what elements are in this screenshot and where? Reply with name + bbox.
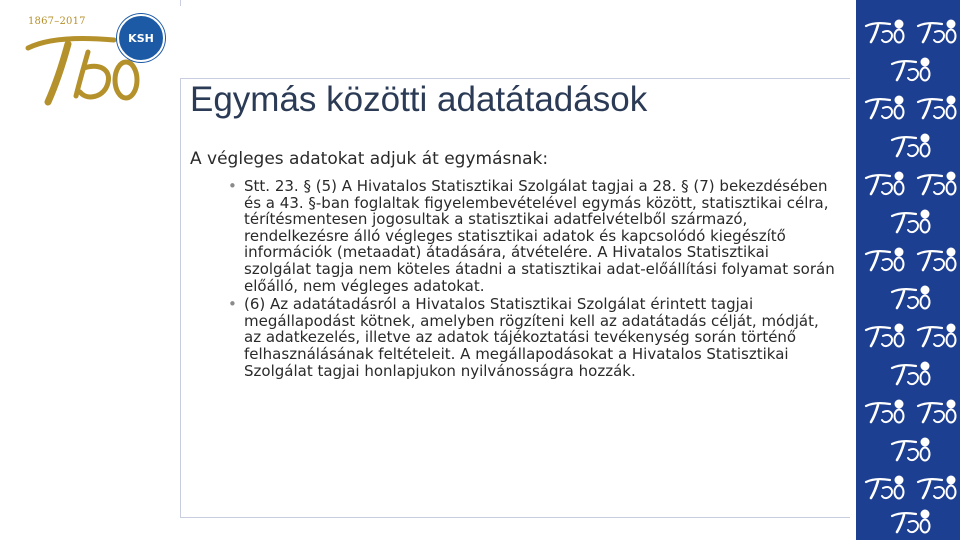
bullet-list — [190, 178, 840, 379]
logo-years: 1867–2017 — [28, 16, 86, 27]
bullet-icon: • — [228, 177, 237, 195]
pattern-svg — [856, 0, 960, 540]
bullet-text: Stt. 23. § (5) A Hivatalos Statisztikai Szolgálat tagjai a 28. § (7) bekezdésében és a 43. §-ban foglaltak figyelembevételével egymás között, statisztikai célra, térítésmentesen jogosultak a statisztikai adatfelvételből származó, rendelkezésre álló végleges statisztikai adatok és kapcsolódó kiegészítő információk (metaadat) átadására, átvételére. A Hivatalos Statisztikai szolgálat tagja nem köteles átadni a statisztikai adat-előállítási folyamat során előálló, nem végleges adatokat. — [244, 177, 835, 295]
bullet-text: (6) Az adatátadásról a Hivatalos Statisztikai Szolgálat érintett tagjai megállapodást kötnek, amelyben rögzíteni kell az adatátadás célját, módját, az adatkezelés, illetve az adatok tájékoztatási tevékenység során történő felhasználásának feltételeit. A megállapodásokat a Hivatalos Statisztikai Szolgálat tagjai honlapjukon nyilvánosságra hozzák. — [244, 295, 819, 380]
list-item — [228, 296, 840, 379]
rule-left — [180, 78, 181, 518]
slide-title: Egymás közötti adatátadások — [190, 80, 648, 119]
lead-text: A végleges adatokat adjuk át egymásnak: — [190, 149, 549, 169]
list-item — [228, 178, 840, 294]
rule-bottom — [180, 517, 850, 518]
bullet-icon: • — [228, 295, 237, 314]
rule-top — [180, 0, 181, 6]
ksh-badge: KSH — [117, 14, 165, 62]
ksh-150-pattern-icon — [856, 0, 960, 540]
slide-content — [190, 148, 840, 381]
ksh-150-logo-icon — [22, 10, 167, 105]
